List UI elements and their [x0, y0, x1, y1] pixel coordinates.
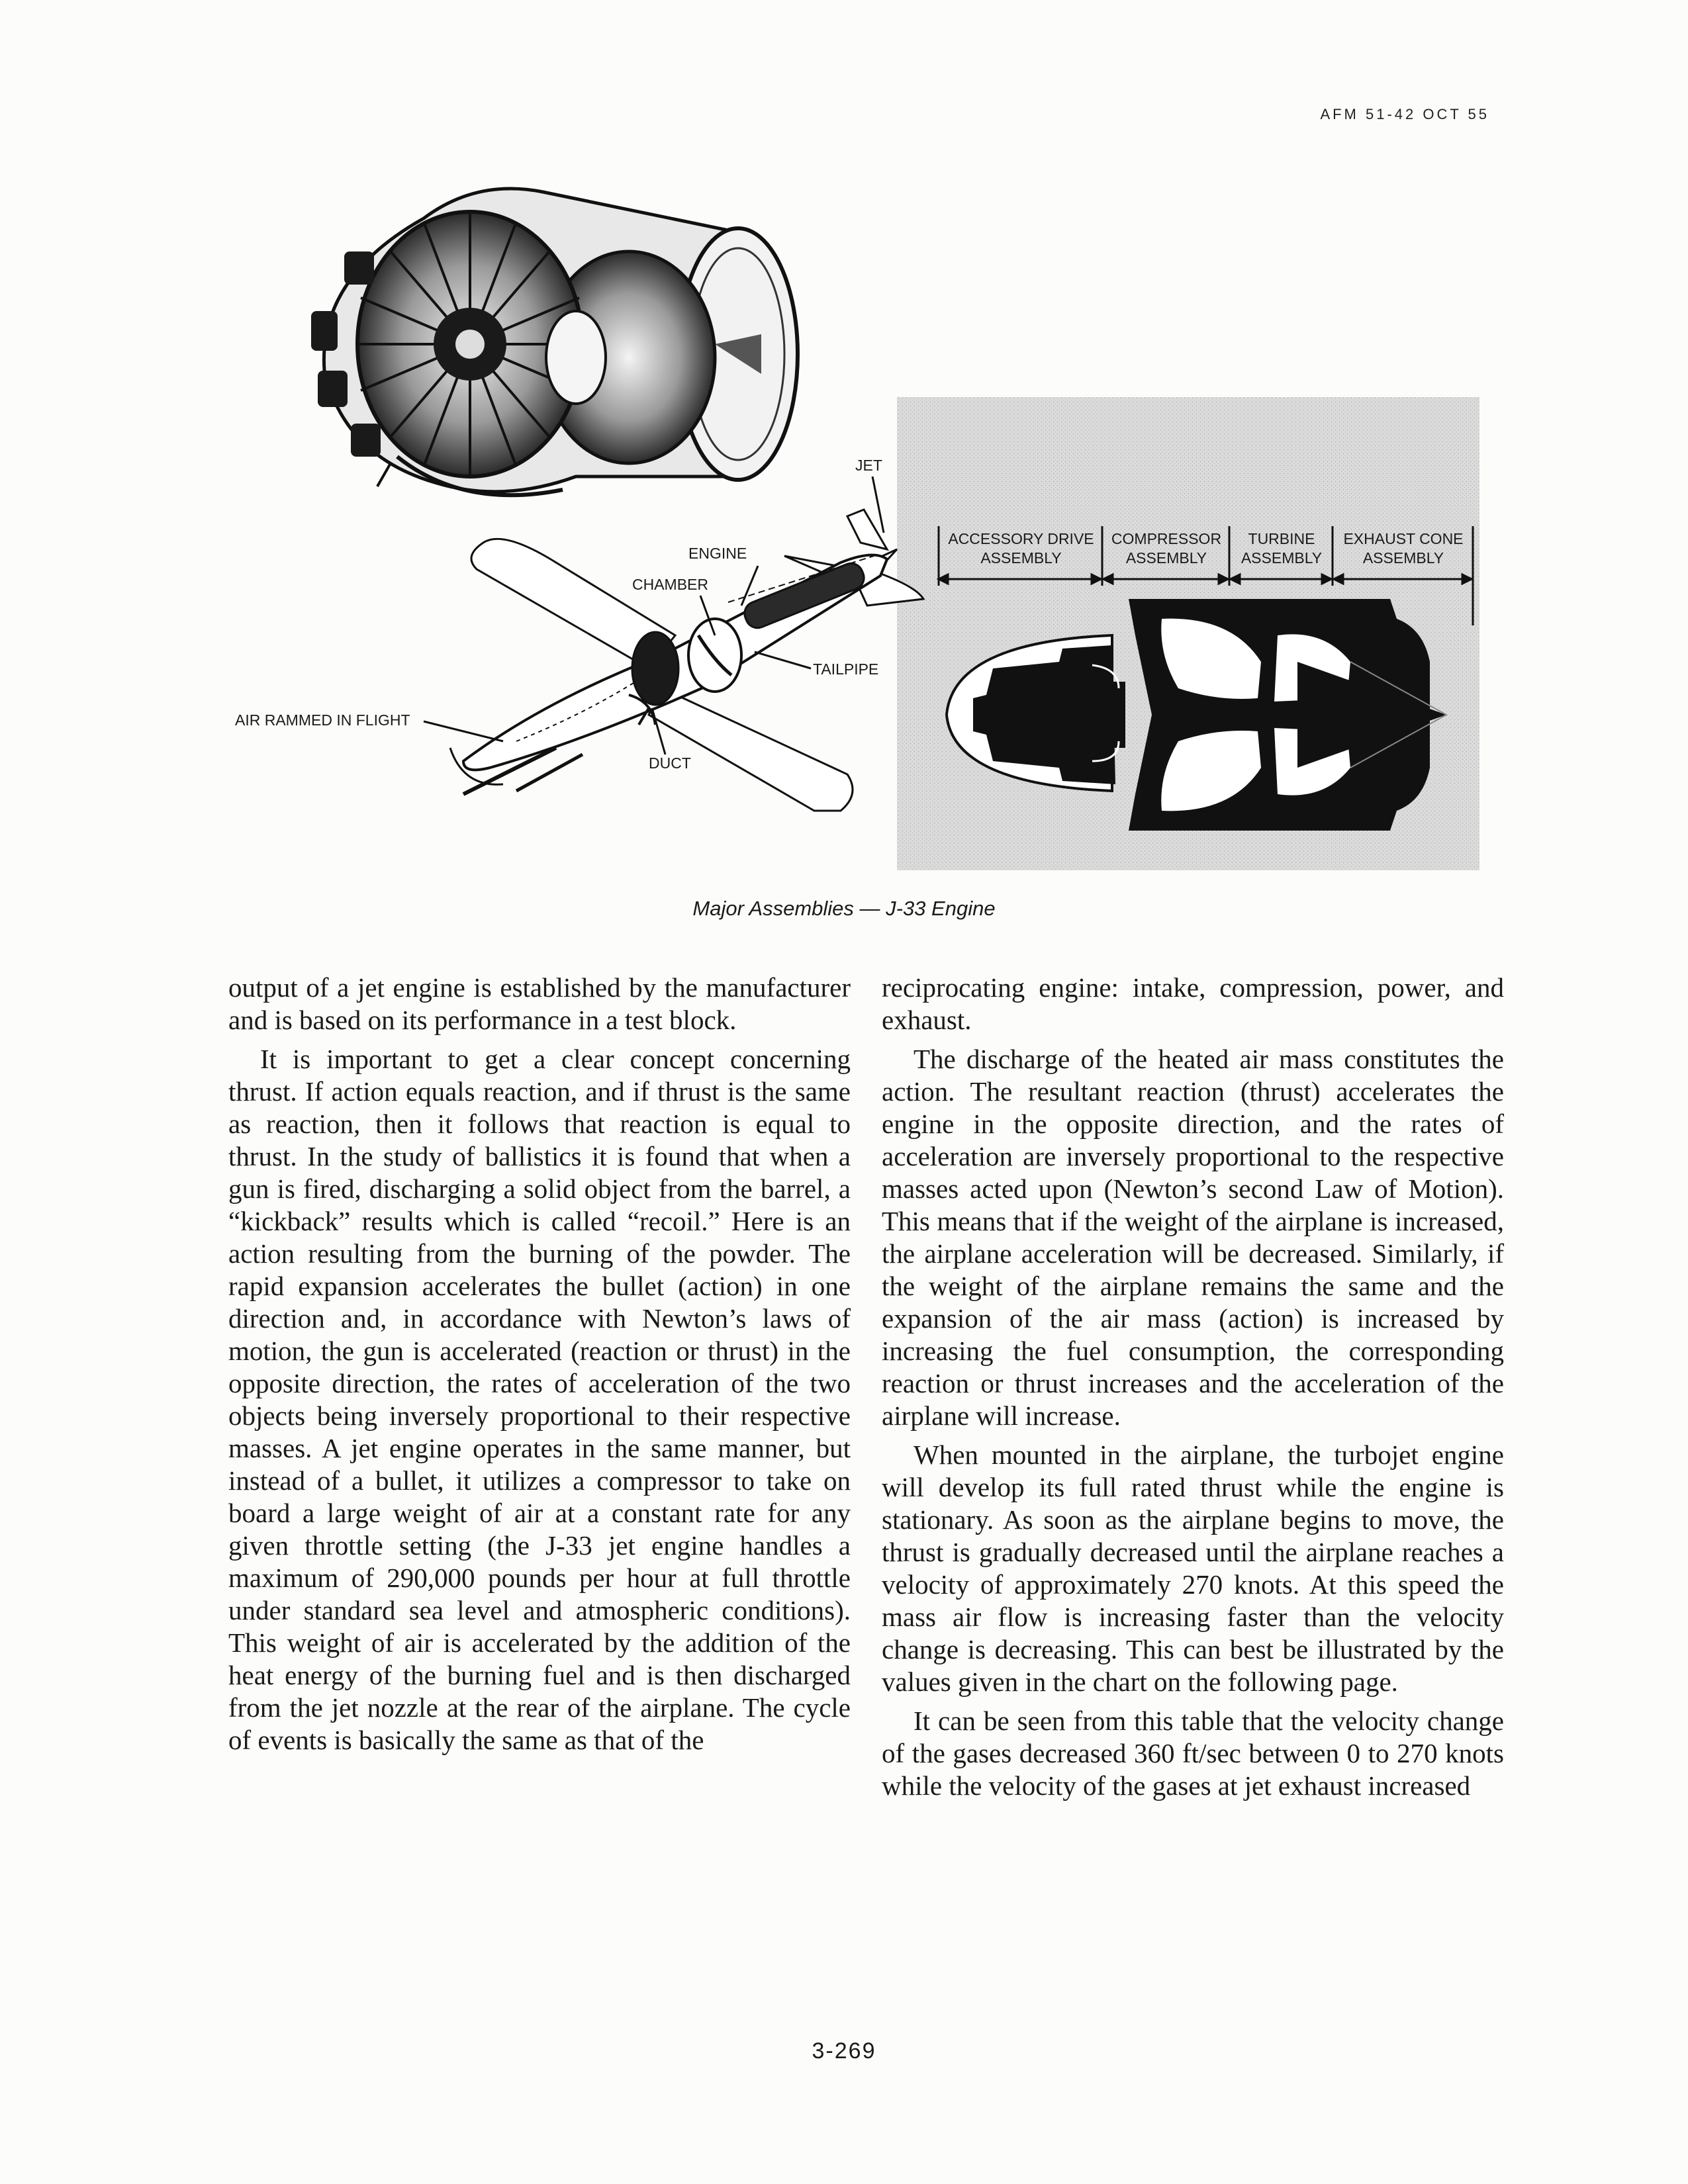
- figure-caption: Major Assemblies — J-33 Engine: [692, 897, 996, 920]
- paragraph: output of a jet engine is established by the manufacturer and is based on its performance in a test block.: [228, 972, 851, 1035]
- assembly-exhaust-cone: EXHAUST CONE ASSEMBLY: [1343, 530, 1464, 567]
- label-engine: ENGINE: [688, 545, 747, 562]
- paragraph: The discharge of the heated air mass constitutes the action. The resultant reaction (thrust) accelerates the engine in the opposite direction, and the rates of acceleration are inversely proportional to the respective masses acted upon (Newton’s second Law of Motion). This means that if the weight of the airplane is increased, the airplane acceleration will be decreased. Similarly, if the weight of the airplane remains the same and the expansion of the air mass (action) is increased by increasing the fuel consumption, the corresponding reaction or thrust increases and the acceleration of the airplane will increase.: [882, 1044, 1504, 1431]
- body-column-left: [228, 972, 851, 1763]
- figure-major-assemblies: [0, 0, 1688, 887]
- running-head: AFM 51-42 OCT 55: [1320, 106, 1489, 122]
- paragraph: reciprocating engine: intake, compression, power, and exhaust.: [882, 972, 1504, 1035]
- label-chamber: CHAMBER: [632, 576, 709, 593]
- page-number: 3-269: [812, 2038, 876, 2064]
- engine-cutaway-illustration: [311, 189, 798, 495]
- body-column-right: [882, 972, 1504, 1809]
- paragraph: When mounted in the airplane, the turbojet engine will develop its full rated thrust while the engine is stationary. As soon as the airplane begins to move, the thrust is gradually decreased until the airplane reaches a velocity of approximately 270 knots. At this speed the mass air flow is increasing faster than the velocity change is decreasing. This can best be illustrated by the values given in the chart on the following page.: [882, 1439, 1504, 1697]
- assembly-turbine: TURBINE ASSEMBLY: [1241, 530, 1323, 567]
- assembly-compressor: COMPRESSOR ASSEMBLY: [1111, 530, 1222, 567]
- label-jet: JET: [855, 457, 882, 474]
- label-air-rammed-in-flight: AIR RAMMED IN FLIGHT: [235, 711, 410, 729]
- label-duct: DUCT: [649, 754, 691, 772]
- assembly-accessory-drive: ACCESSORY DRIVE ASSEMBLY: [948, 530, 1094, 567]
- paragraph: It is important to get a clear concept concerning thrust. If action equals reaction, and if thrust is the same as reaction, then it follows that reaction is equal to thrust. In the study of ballistics it is found that when a gun is fired, discharging a solid object from the barrel, a “kickback” results which is called “recoil.” Here is an action resulting from the burning of the powder. The rapid expansion accelerates the bullet (action) in one direction and, in accordance with Newton’s laws of motion, the gun is accelerated (reaction or thrust) in the opposite direction, the rates of acceleration of the two objects being inversely proportional to their respective masses. A jet engine operates in the same manner, but instead of a bullet, it utilizes a compressor to take on board a large weight of air at a constant rate for any given throttle setting (the J-33 jet engine handles a maximum of 290,000 pounds per hour at full throttle under standard sea level and atmospheric conditions). This weight of air is accelerated by the addition of the heat energy of the burning fuel and is then discharged from the jet nozzle at the rear of the airplane. The cycle of events is basically the same as that of the: [228, 1044, 851, 1755]
- label-tailpipe: TAILPIPE: [813, 660, 879, 678]
- figure-illustration: [0, 0, 1688, 887]
- paragraph: It can be seen from this table that the velocity change of the gases decreased 360 ft/sec between 0 to 270 knots while the velocity of the gases at jet exhaust increased: [882, 1706, 1504, 1801]
